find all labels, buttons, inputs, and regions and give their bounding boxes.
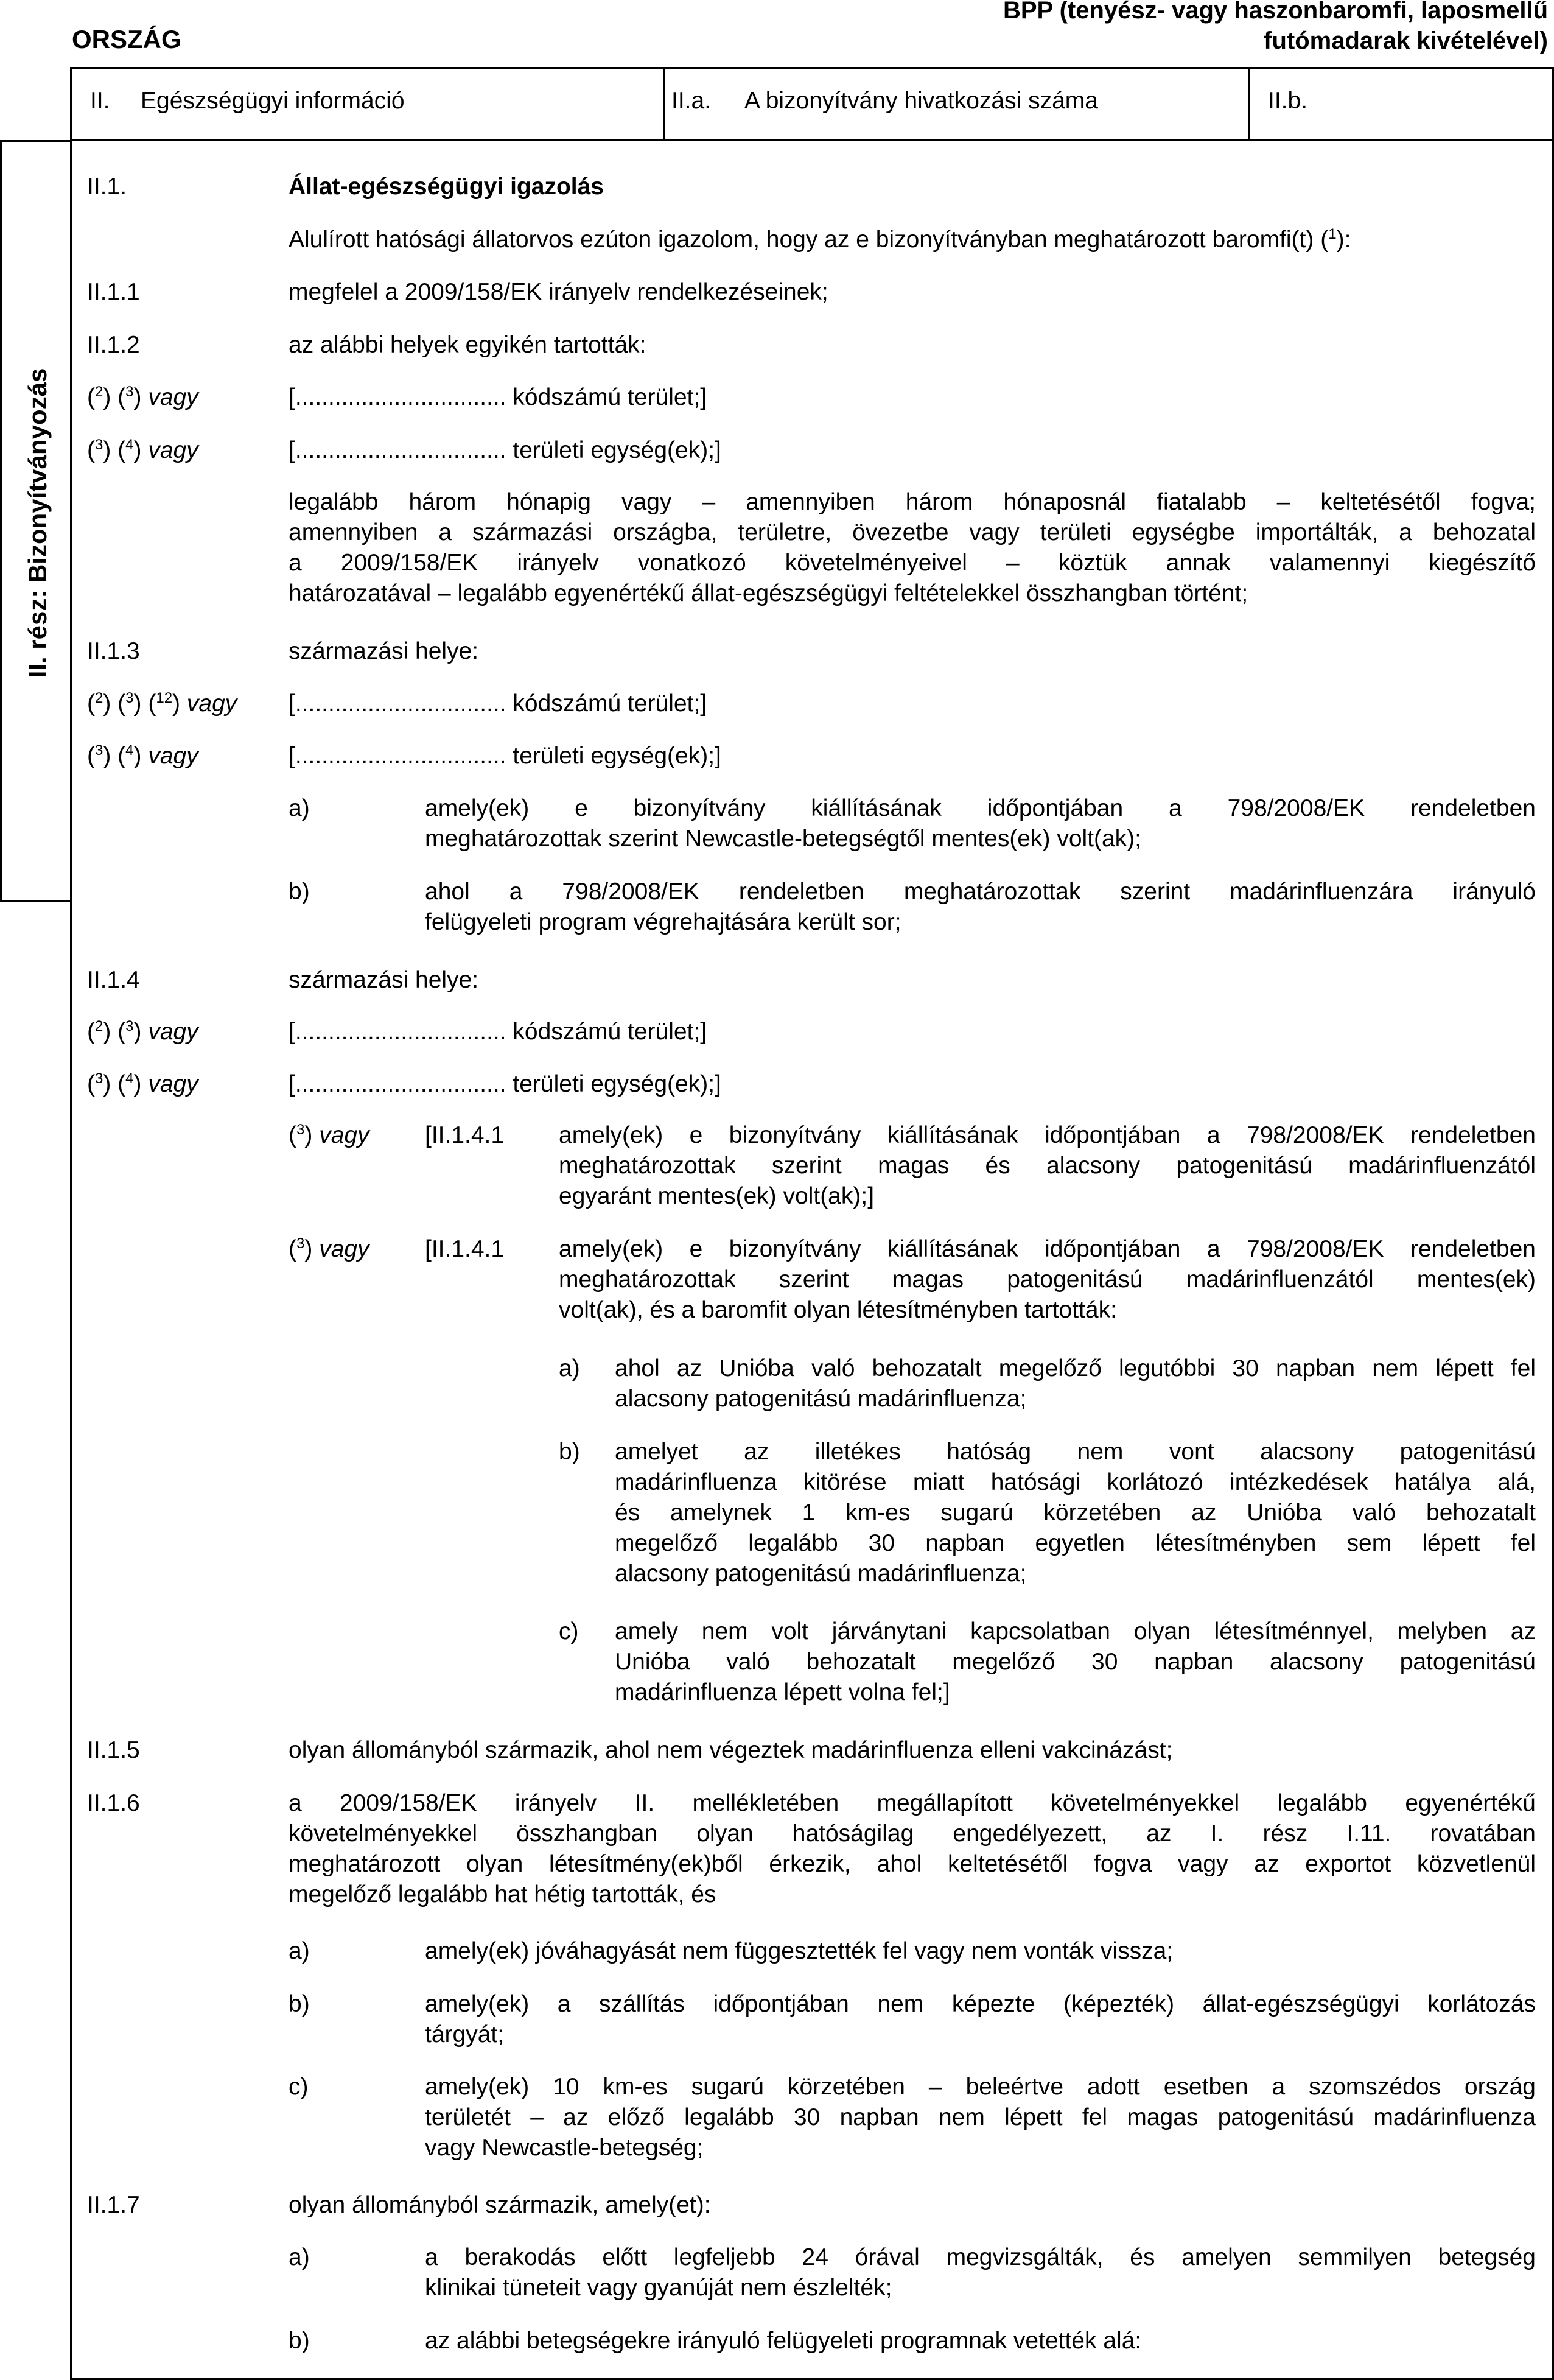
section-ii13-number: II.1.3: [87, 638, 140, 664]
holding-period-paragraph: legalább három hónapig vagy – amennyiben három hónaposnál fiatalabb – keltetésétől fogva; amennyiben a származási országba, területre, övezetbe vagy területi egységbe importálták, a behozatal a 2009/158/EK irányelv vonatkozó követelményeivel – köztük annak valamennyi kiegészítő határozatával – legalább egyenértékű állat-egészségügyi feltételekkel összhangban történt;: [289, 489, 1536, 606]
section-ii16-number: II.1.6: [87, 1790, 140, 1816]
section-ii17-text: olyan állományból származik, amely(et):: [289, 2192, 711, 2218]
option-text: [................................ területi egység(ek);]: [289, 437, 721, 463]
iib-cell: [1250, 69, 1552, 139]
section-ii14-number: II.1.4: [87, 967, 140, 993]
option-marker: ($^2$) ($^3$) ($^{12}$) vagy: [87, 690, 237, 717]
footnote-ref: 1: [1328, 226, 1337, 242]
list-item-text: az alábbi betegségekre irányuló felügyeleti programnak vetették alá:: [425, 2328, 1142, 2354]
reference-cell: [665, 69, 1250, 139]
list-item-text: ahol a 798/2008/EK rendeletben meghatározottak szerint madárinfluenzára irányuló felügyeleti program végrehajtására került sor;: [425, 879, 1536, 935]
list-item-text: amelyet az illetékes hatóság nem vont alacsony patogenitású madárinfluenza kitörése miatt hatósági korlátozó intézkedések hatálya alá, és amelynek 1 km-es sugarú körzetében az Unióba való behozatalt megelőző legalább 30 napban egyetlen létesítményben sem lépett fel alacsony patogenitású madárinfluenza;: [615, 1439, 1536, 1587]
list-item-text: amely(ek) e bizonyítvány kiállításának időpontjában a 798/2008/EK rendeletben meghatározottak szerint Newcastle-betegségtől mentes(ek) volt(ak);: [425, 795, 1536, 852]
part-label: Egészségügyi információ: [141, 88, 405, 114]
list-item-label: c): [559, 1618, 579, 1645]
section-ii14-text: származási helye:: [289, 967, 479, 993]
part-cell: [72, 69, 665, 139]
list-item-text: amely(ek) a szállítás időpontjában nem képezte (képezték) állat-egészségügyi korlátozás tárgyát;: [425, 1991, 1536, 2048]
section-ii11-number: II.1.1: [87, 279, 140, 305]
option-marker: ($^3$) vagy: [289, 1122, 369, 1148]
sidebar-label: II. rész: Bizonyítványozás: [23, 368, 52, 678]
list-item-text: amely(ek) jóváhagyását nem függesztették fel vagy nem vonták vissza;: [425, 1938, 1174, 1964]
part-number: II.: [90, 88, 110, 114]
section-ii13-text: származási helye:: [289, 638, 479, 664]
option-text: [................................ kódszámú terület;]: [289, 384, 707, 410]
list-item-label: a): [289, 1938, 310, 1964]
section-ii16-text: a 2009/158/EK irányelv II. mellékletében megállapított követelményekkel legalább egyenértékű követelményekkel összhangban olyan hatóságilag engedélyezett, az I. rész I.11. rovatában meghatározott olyan létesítmény(ek)ből érkezik, ahol keltetésétől fogva vagy az exportot közvetlenül megelőző legalább hat hétig tartották, és: [289, 1790, 1536, 1908]
option-reference: [II.1.4.1: [425, 1122, 505, 1148]
list-item-label: a): [289, 2244, 310, 2270]
list-item-text: a berakodás előtt legfeljebb 24 órával megvizsgálták, és amelyen semmilyen betegség klinikai tüneteit vagy gyanúját nem észlelték;: [425, 2244, 1536, 2301]
list-item-label: a): [559, 1355, 580, 1381]
section-ii1-number: II.1.: [87, 174, 127, 200]
option-marker: ($^3$) ($^4$) vagy: [87, 742, 198, 769]
list-item-text: amely nem volt járványtani kapcsolatban olyan létesítménnyel, melyben az Unióba való behozatalt megelőző 30 napban alacsony patogenitású madárinfluenza lépett volna fel;]: [615, 1618, 1536, 1705]
section-ii12-number: II.1.2: [87, 332, 140, 358]
option-text: [................................ kódszámú terület;]: [289, 690, 707, 717]
list-item-label: b): [289, 1991, 310, 2017]
option-marker: ($^3$) vagy: [289, 1235, 369, 1262]
section-ii15-text: olyan állományból származik, ahol nem végeztek madárinfluenza elleni vakcinázást;: [289, 1737, 1173, 1763]
option-reference: [II.1.4.1: [425, 1236, 505, 1262]
list-item-text: ahol az Unióba való behozatalt megelőző legutóbbi 30 napban nem lépett fel alacsony patogenitású madárinfluenza;: [615, 1355, 1536, 1412]
list-item-label: b): [289, 879, 310, 905]
section-ii17-number: II.1.7: [87, 2192, 140, 2218]
option-marker: ($^3$) ($^4$) vagy: [87, 437, 198, 463]
section-ii1-title: Állat-egészségügyi igazolás: [289, 174, 604, 200]
section-ii15-number: II.1.5: [87, 1737, 140, 1763]
iib-label: II.b.: [1268, 88, 1308, 114]
section-ii11-text: megfelel a 2009/158/EK irányelv rendelkezéseinek;: [289, 279, 828, 305]
option-text: [................................ kódszámú terület;]: [289, 1019, 707, 1045]
reference-label: A bizonyítvány hivatkozási száma: [744, 88, 1098, 114]
option-marker: ($^2$) ($^3$) vagy: [87, 384, 198, 410]
certification-intro: Alulírott hatósági állatorvos ezúton igazolom, hogy az e bizonyítványban meghatározott baromfi(t) ($^1$):: [289, 226, 1351, 253]
list-item-label: b): [289, 2328, 310, 2354]
option-text: [................................ területi egység(ek);]: [289, 1071, 721, 1097]
option-marker: ($^2$) ($^3$) vagy: [87, 1018, 198, 1045]
section-header-row: [70, 67, 1554, 141]
sidebar-box: [0, 140, 72, 902]
option-marker: ($^3$) ($^4$) vagy: [87, 1070, 198, 1097]
model-title-line-2: futómadarak kivételével): [1264, 27, 1548, 54]
country-label: ORSZÁG: [72, 25, 181, 54]
option-text: [................................ területi egység(ek);]: [289, 743, 721, 769]
list-item-text: amely(ek) 10 km-es sugarú körzetében – beleértve adott esetben a szomszédos ország területét – az előző legalább 30 napban nem lépett fel magas patogenitású madárinfluenza vagy Newcastle-betegség;: [425, 2074, 1536, 2161]
reference-number: II.a.: [671, 88, 712, 114]
section-ii12-text: az alábbi helyek egyikén tartották:: [289, 332, 646, 358]
model-title-line-1: BPP (tenyész- vagy haszonbaromfi, laposmellű: [1003, 0, 1548, 24]
option-text: amely(ek) e bizonyítvány kiállításának időpontjában a 798/2008/EK rendeletben meghatározottak szerint magas patogenitású madárinfluenzától mentes(ek) volt(ak), és a baromfit olyan létesítményben tartották:: [559, 1236, 1536, 1323]
list-item-label: b): [559, 1439, 580, 1465]
option-text: amely(ek) e bizonyítvány kiállításának időpontjában a 798/2008/EK rendeletben meghatározottak szerint magas és alacsony patogenitású madárinfluenzától egyaránt mentes(ek) volt(ak);]: [559, 1122, 1536, 1209]
list-item-label: c): [289, 2074, 309, 2100]
model-title: [1003, 0, 1548, 56]
list-item-label: a): [289, 795, 310, 821]
